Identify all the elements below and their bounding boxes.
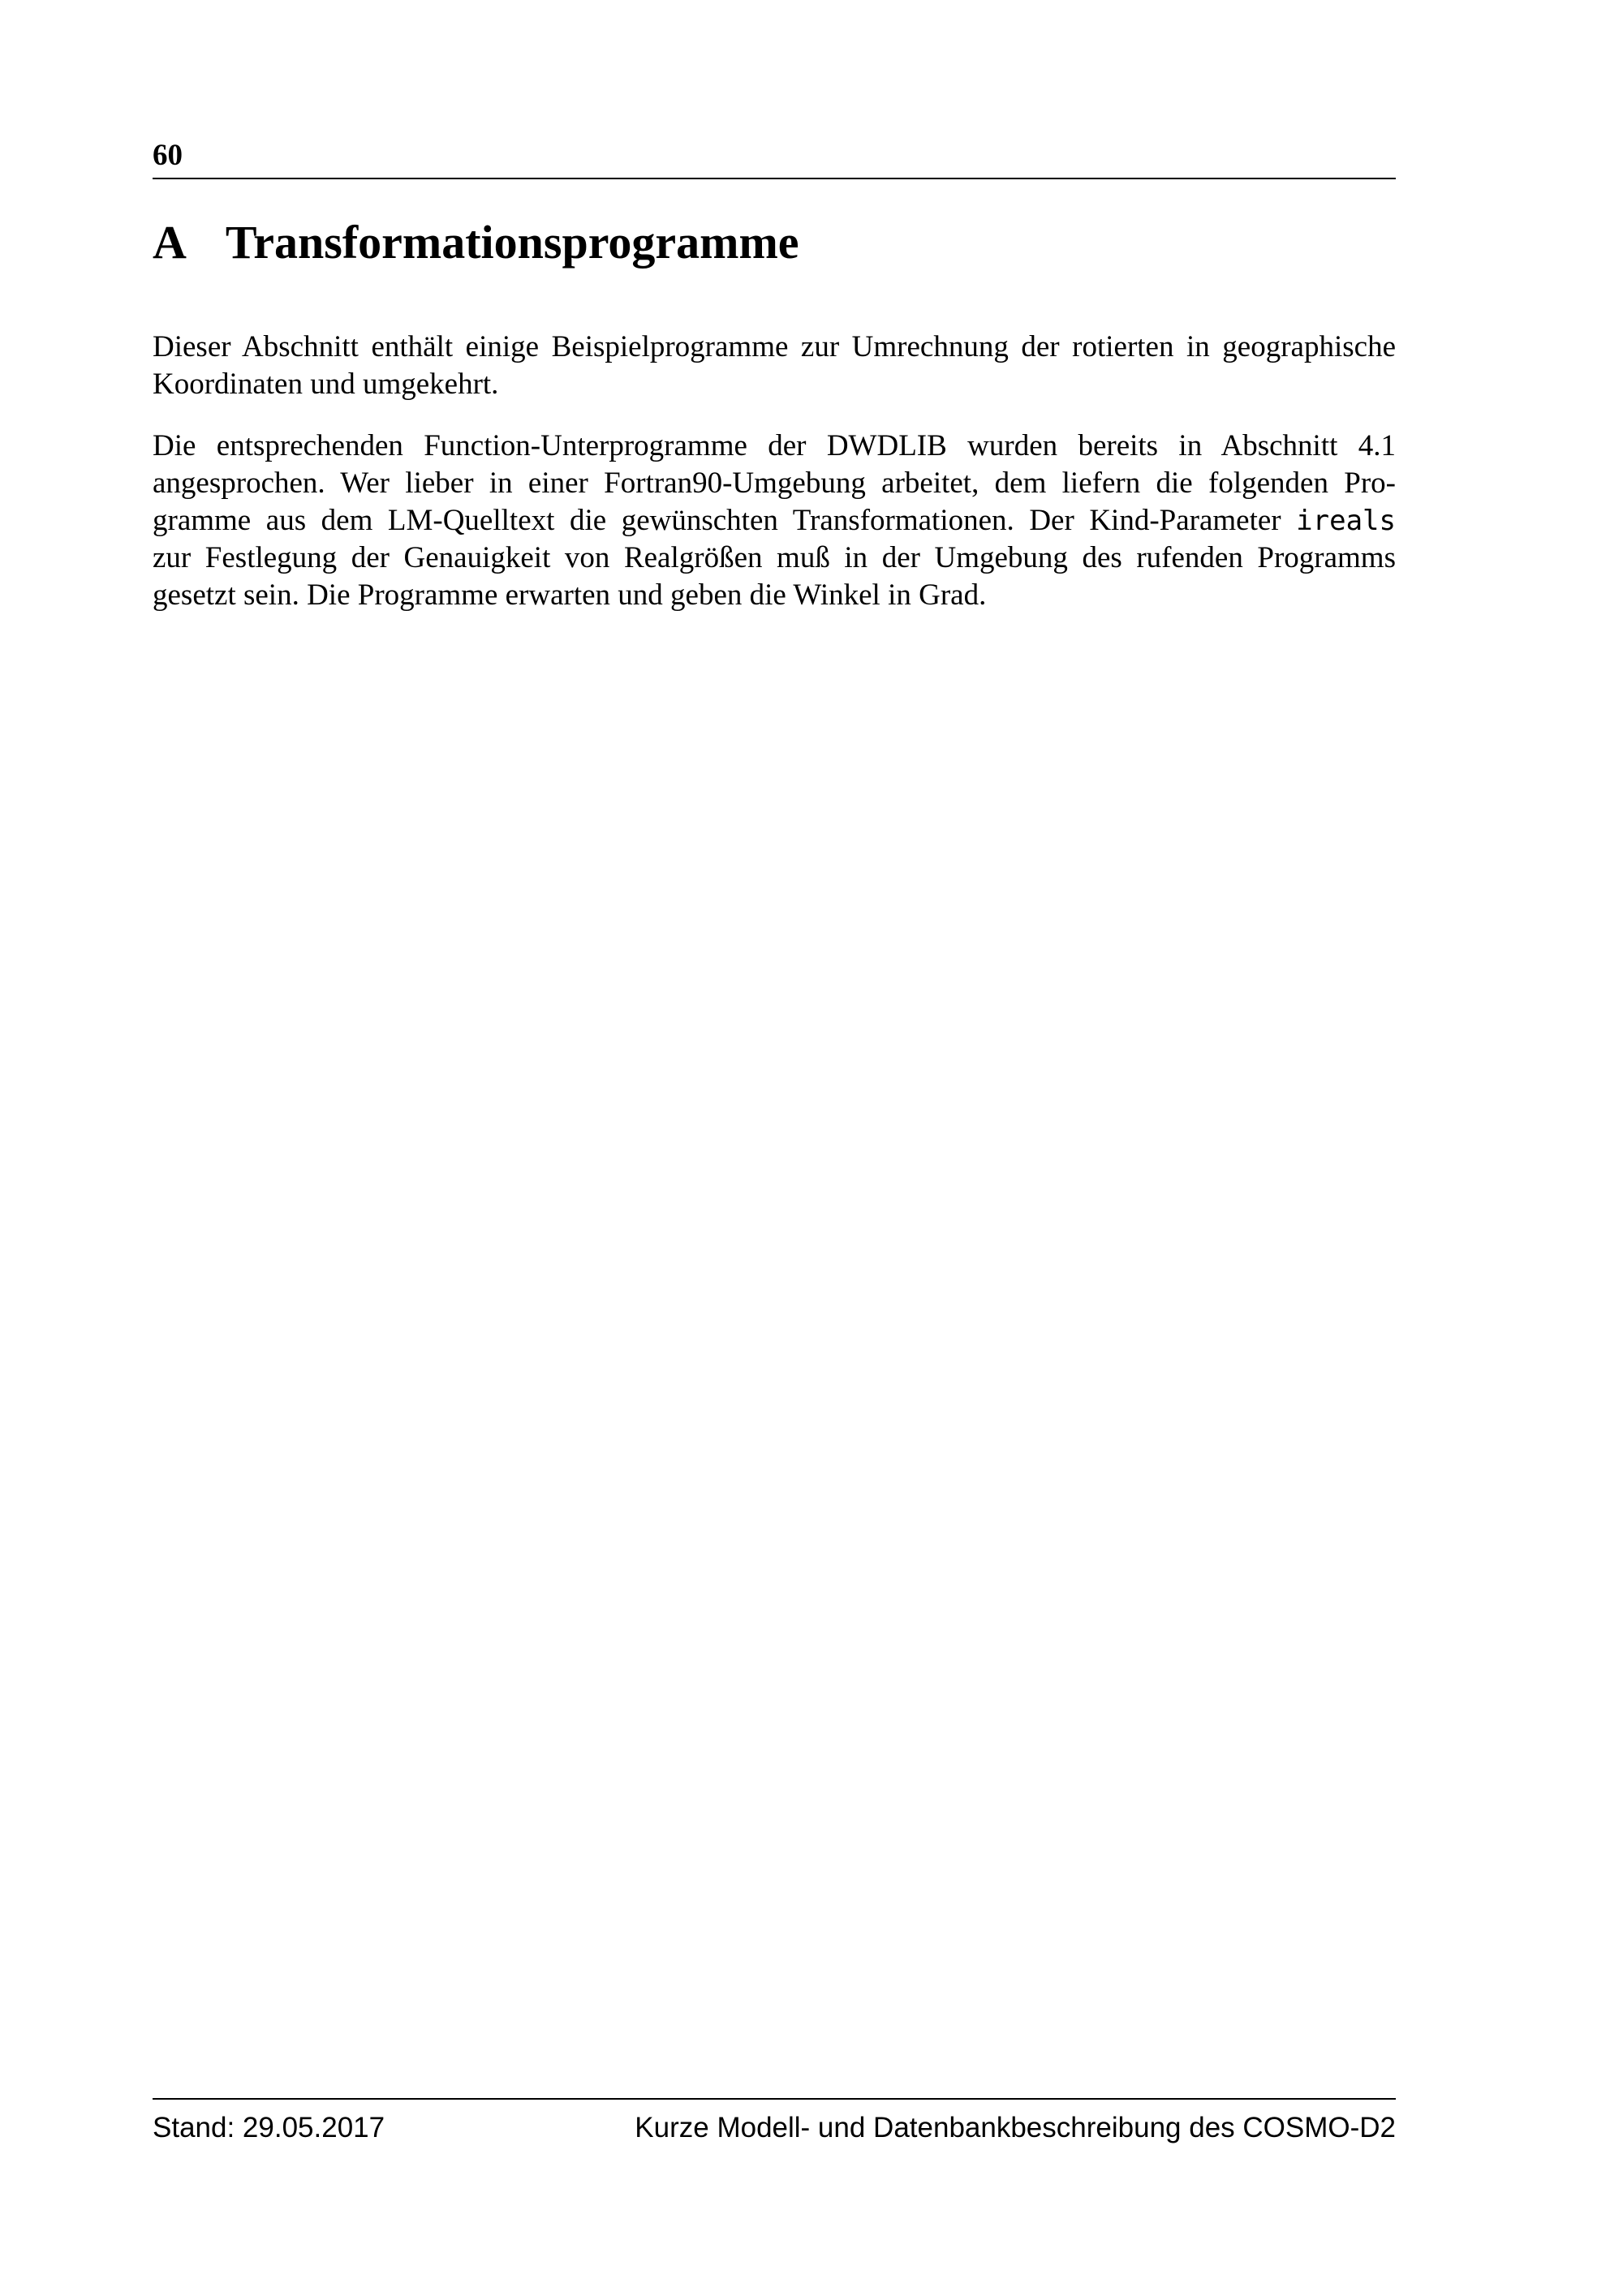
paragraph-details-line-5: gesetzt sein. Die Programme erwarten und geben die Winkel in Grad. [153,578,987,612]
section-label: A [153,216,187,269]
paragraph-details-line-1: Die entsprechenden Function-Unterprogramme der DWDLIB wurden bereits in Abschnitt 4.1 [153,429,1396,462]
section-heading [153,216,799,269]
header-rule [153,178,1396,179]
footer [153,2112,1396,2144]
section-title: Transformationsprogramme [225,216,799,269]
paragraph-details-line-3-text: gramme aus dem LM-Quelltext die gewünschten Transformationen. Der Kind-Parameter [153,504,1297,537]
footer-rule [153,2098,1396,2100]
footer-document-title: Kurze Modell- und Datenbankbeschreibung des COSMO-D2 [635,2112,1396,2143]
paragraph-details [153,428,1396,614]
inline-code-ireals: ireals [1296,505,1396,537]
paragraph-intro [153,329,1396,403]
page-number: 60 [153,139,183,172]
footer-date-stamp: Stand: 29.05.2017 [153,2112,385,2143]
paragraph-intro-line-1: Dieser Abschnitt enthält einige Beispielprogramme zur Umrechnung der rotierten in geographische [153,330,1396,363]
paragraph-intro-line-2: Koordinaten und umgekehrt. [153,368,499,401]
paragraph-details-line-2: angesprochen. Wer lieber in einer Fortran90-Umgebung arbeitet, dem liefern die folgenden Pro- [153,467,1396,500]
paragraph-details-line-4: zur Festlegung der Genauigkeit von Realgrößen muß in der Umgebung des rufenden Programms [153,541,1396,574]
paragraph-details-line-3 [153,502,1396,540]
